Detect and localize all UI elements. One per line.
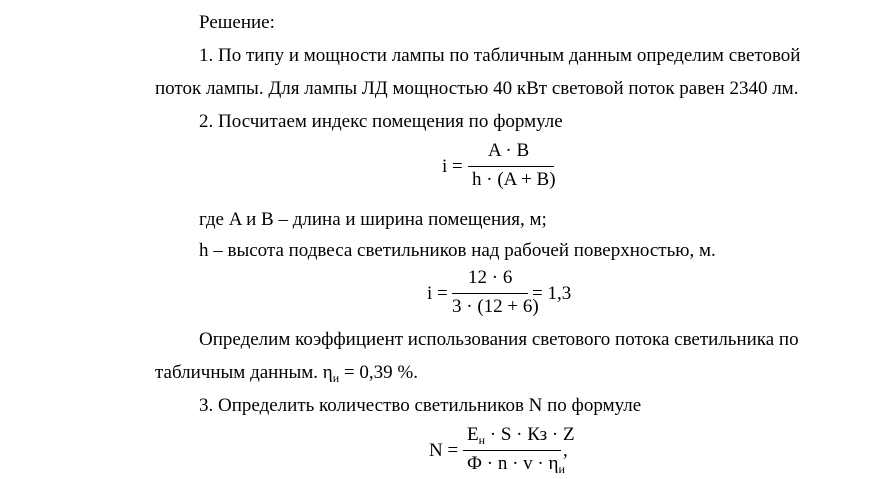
paragraph-4: 3. Определить количество светильников N по формуле [199, 395, 642, 416]
paragraph-3-line-2 [155, 362, 418, 389]
formula-3-denominator [467, 453, 565, 477]
formula-3-num-rest: · S · Кз · Z [485, 424, 575, 445]
formula-1-bar [468, 166, 554, 167]
formula-3-num-e: E [467, 424, 479, 445]
formula-3-lhs: N = [429, 440, 459, 461]
formula-2-bar [452, 293, 528, 294]
formula-3-num-sub: н [478, 433, 486, 447]
formula-1-fraction [468, 140, 554, 190]
paragraph-3-line-1: Определим коэффициент использования светового потока светильника по [199, 329, 799, 350]
formula-3-den-text: Ф · n · v · η [467, 453, 559, 474]
where-line-1: где A и B – длина и ширина помещения, м; [199, 209, 547, 230]
formula-1-numerator: A · B [488, 140, 530, 161]
formula-3-den-sub: и [558, 462, 565, 476]
paragraph-2: 2. Посчитаем индекс помещения по формуле [199, 111, 563, 132]
formula-3-numerator [467, 424, 575, 448]
formula-3-comma: , [563, 440, 568, 461]
formula-2-lhs: i = [427, 283, 448, 304]
formula-3-fraction [463, 424, 575, 479]
formula-1-lhs: i = [442, 156, 463, 177]
paragraph-1-line-2: поток лампы. Для лампы ЛД мощностью 40 кВт световой поток равен 2340 лм. [155, 78, 799, 99]
paragraph-3-line-2-text: табличным данным. η [155, 362, 333, 383]
formula-2-numerator: 12 · 6 [468, 267, 513, 288]
where-line-2: h – высота подвеса светильников над рабочей поверхностью, м. [199, 240, 716, 261]
paragraph-1-line-1: 1. По типу и мощности лампы по табличным данным определим световой [199, 45, 801, 66]
formula-2-fraction [452, 267, 539, 317]
formula-3-bar [463, 450, 561, 451]
formula-1-denominator: h · (A + B) [472, 169, 556, 190]
paragraph-3-line-2-value: = 0,39 %. [339, 362, 418, 383]
formula-2-denominator: 3 · (12 + 6) [452, 296, 539, 317]
eta-subscript: и [332, 371, 340, 385]
solution-heading: Решение: [199, 12, 275, 33]
formula-2-result: = 1,3 [532, 283, 572, 304]
